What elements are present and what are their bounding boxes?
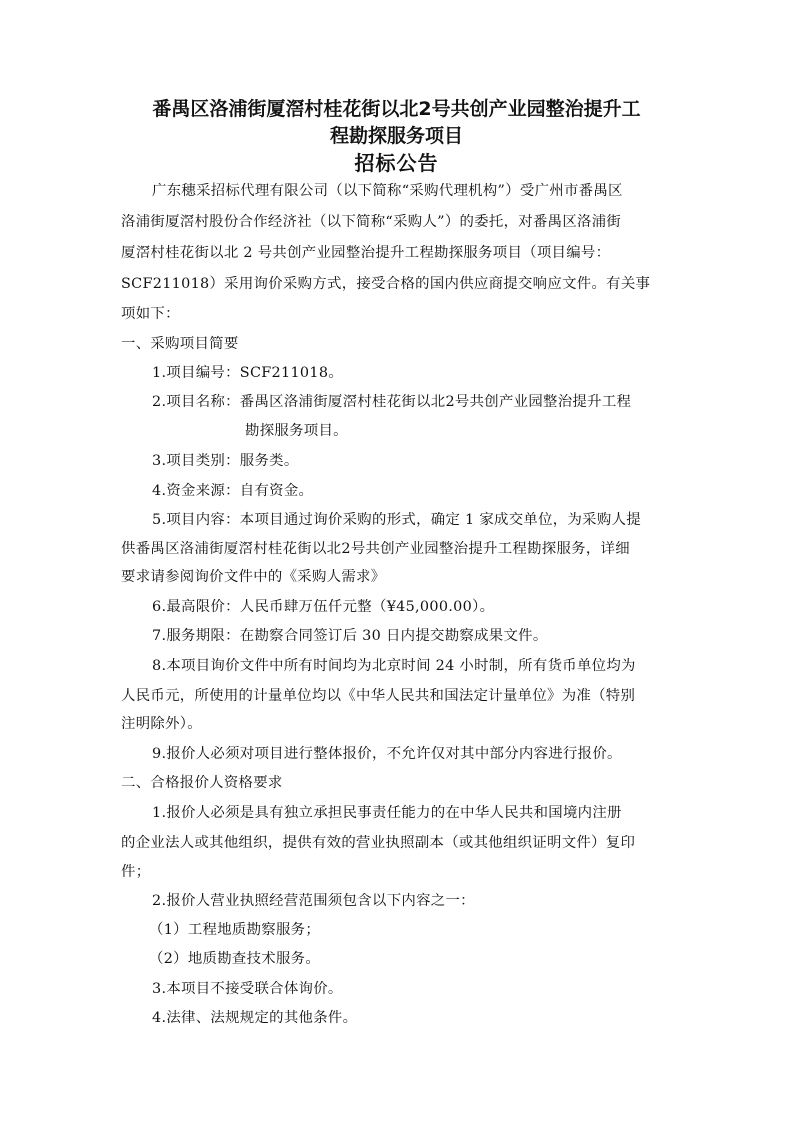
list-item: 供番禺区洛浦街厦滘村桂花街以北2号共创产业园整治提升工程勘探服务，详细 (121, 541, 630, 557)
intro-line: 洛浦街厦滘村股份合作经济社（以下简称“采购人”）的委托，对番禺区洛浦街 (121, 214, 622, 230)
list-item: 5.项目内容：本项目通过询价采购的形式，确定 1 家成交单位，为采购人提 (152, 512, 641, 528)
list-item: 2.项目名称：番禺区洛浦街厦滘村桂花街以北2号共创产业园整治提升工程 (152, 394, 632, 410)
list-item: 8.本项目询价文件中所有时间均为北京时间 24 小时制，所有货币单位均为 (152, 658, 636, 674)
intro-line: SCF211018）采用询价采购方式，接受合格的国内供应商提交响应文件。有关事 (121, 276, 651, 292)
list-item: 1.项目编号：SCF211018。 (152, 365, 343, 381)
list-item: 件； (121, 864, 151, 880)
title-line-2: 程勘探服务项目 (329, 125, 463, 147)
list-item: 注明除外）。 (121, 716, 202, 732)
list-item: 9.报价人必须对项目进行整体报价，不允许仅对其中部分内容进行报价。 (152, 746, 622, 762)
list-item: 3.项目类别：服务类。 (152, 453, 299, 469)
list-item: 1.报价人必须是具有独立承担民事责任能力的在中华人民共和国境内注册 (152, 805, 622, 821)
list-item: 要求请参阅询价文件中的《采购人需求》 (121, 569, 386, 585)
title-line-1: 番禺区洛浦街厦滘村桂花街以北2号共创产业园整治提升工 (152, 98, 641, 120)
section-1-heading: 一、采购项目简要 (121, 336, 239, 352)
title-line-3: 招标公告 (354, 151, 439, 175)
intro-line: 广东穗采招标代理有限公司（以下简称“采购代理机构”）受广州市番禺区 (152, 183, 623, 199)
list-item: 人民币元，所使用的计量单位均以《中华人民共和国法定计量单位》为准（特别 (121, 688, 636, 704)
section-2-heading: 二、合格报价人资格要求 (121, 775, 283, 791)
list-item: 的企业法人或其他组织，提供有效的营业执照副本（或其他组织证明文件）复印 (121, 835, 636, 851)
list-item: 4.法律、法规规定的其他条件。 (152, 1010, 358, 1026)
list-item: 7.服务期限：在勘察合同签订后 30 日内提交勘察成果文件。 (152, 628, 548, 644)
intro-line: 厦滘村桂花街以北 2 号共创产业园整治提升工程勘探服务项目（项目编号： (121, 245, 611, 261)
list-item: 3.本项目不接受联合体询价。 (152, 981, 343, 997)
list-item: 2.报价人营业执照经营范围须包含以下内容之一： (152, 893, 475, 909)
list-item: 勘探服务项目。 (245, 423, 348, 439)
list-item: （2）地质勘查技术服务。 (149, 951, 321, 967)
list-item: （1）工程地质勘察服务； (149, 922, 321, 938)
list-item: 6.最高限价：人民币肆万伍仟元整（¥45,000.00）。 (152, 599, 495, 615)
intro-line: 项如下： (121, 306, 180, 322)
list-item: 4.资金来源：自有资金。 (152, 483, 314, 499)
